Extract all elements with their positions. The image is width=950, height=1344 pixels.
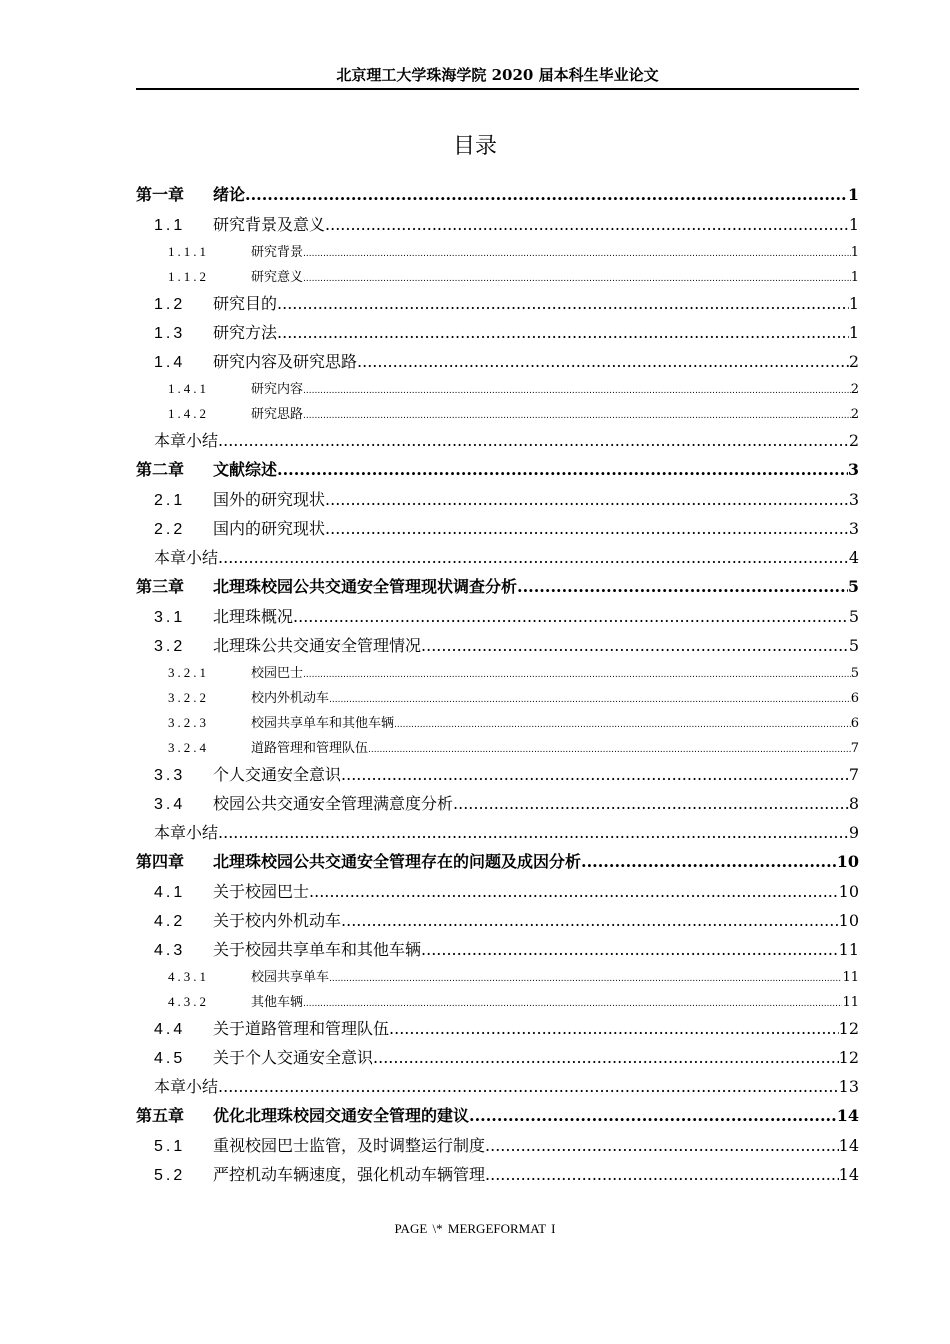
toc-dot-leader: [277, 318, 849, 347]
toc-entry-page-number: 7: [850, 741, 859, 756]
toc-entry-number: 第二章: [136, 460, 185, 479]
toc-entry-number: 3.2.4: [168, 740, 209, 755]
toc-entry-title: 文献综述: [213, 460, 278, 479]
toc-entry-number: 3.3: [154, 767, 186, 784]
toc-entry-page-number: 1: [850, 270, 859, 285]
toc-entry-page-number: 14: [836, 1106, 859, 1125]
toc-entry-title: 研究内容及研究思路: [213, 352, 358, 371]
toc-dot-leader: [325, 210, 849, 239]
toc-section-entry[interactable]: [136, 210, 859, 239]
table-of-contents: [136, 180, 859, 1189]
toc-entry-title: 严控机动车辆速度，强化机动车辆管理: [213, 1165, 486, 1184]
toc-entry-page-number: 11: [842, 995, 859, 1010]
toc-section-entry[interactable]: [136, 710, 859, 735]
toc-dot-leader: [421, 935, 839, 964]
toc-dot-leader: [341, 760, 849, 789]
toc-entry-number: 第五章: [136, 1106, 185, 1125]
toc-section-entry[interactable]: [136, 735, 859, 760]
toc-entry-page-number: 5: [848, 607, 859, 626]
toc-section-entry[interactable]: [136, 935, 859, 964]
toc-entry-number: 4.3.2: [168, 994, 209, 1009]
toc-entry-page-number: 13: [838, 1077, 859, 1096]
toc-entry-number: 4.3: [154, 942, 186, 959]
toc-entry-number: 3.2.3: [168, 715, 209, 730]
toc-entry-title: 其他车辆: [251, 995, 304, 1010]
toc-entry-title: 本章小结: [154, 548, 219, 567]
toc-dot-leader: [485, 1160, 839, 1189]
toc-chapter-entry[interactable]: [136, 455, 859, 485]
toc-entry-number: 1.3: [154, 325, 186, 342]
toc-section-entry[interactable]: [136, 964, 859, 989]
toc-dot-leader: [303, 242, 851, 267]
toc-entry-title: 校园共享单车和其他车辆: [251, 716, 395, 731]
toc-entry-page-number: 14: [838, 1136, 859, 1155]
toc-entry-page-number: 11: [838, 940, 859, 959]
toc-entry-number: 1.4.1: [168, 381, 209, 396]
toc-entry-page-number: 3: [847, 460, 859, 479]
toc-entry-page-number: 5: [848, 636, 859, 655]
toc-entry-title: 本章小结: [154, 1077, 219, 1096]
toc-entry-number: 4.3.1: [168, 969, 209, 984]
toc-entry-page-number: 1: [848, 323, 859, 342]
toc-entry-title: 优化北理珠校园交通安全管理的建议: [213, 1106, 470, 1125]
toc-dot-leader: [485, 1131, 839, 1160]
toc-entry-title: 研究目的: [213, 294, 278, 313]
toc-section-entry[interactable]: [136, 602, 859, 631]
toc-section-entry[interactable]: [136, 685, 859, 710]
toc-dot-leader: [218, 1072, 839, 1101]
toc-entry-number: 4.1: [154, 884, 186, 901]
toc-entry-page-number: 6: [850, 691, 859, 706]
toc-entry-page-number: 8: [848, 794, 859, 813]
toc-dot-leader: [218, 426, 849, 455]
toc-entry-title: 北理珠概况: [213, 607, 294, 626]
toc-dot-leader: [394, 713, 851, 738]
toc-entry-title: 关于个人交通安全意识: [213, 1048, 374, 1067]
toc-entry-title: 校园共享单车: [251, 970, 330, 985]
toc-entry-page-number: 2: [850, 382, 859, 397]
toc-entry-title: 个人交通安全意识: [213, 765, 342, 784]
toc-entry-number: 3.1: [154, 609, 186, 626]
toc-section-entry[interactable]: [136, 1014, 859, 1043]
toc-entry-number: 第一章: [136, 185, 185, 204]
toc-section-entry[interactable]: [136, 789, 859, 818]
toc-entry-number: 2.1: [154, 492, 186, 509]
toc-entry-title: 研究背景及意义: [213, 215, 326, 234]
toc-entry-number: 5.2: [154, 1167, 186, 1184]
toc-dot-leader: [245, 180, 848, 210]
toc-title: 目录: [452, 134, 497, 159]
toc-entry-page-number: 1: [848, 215, 859, 234]
toc-entry-title: 关于校园巴士: [213, 882, 310, 901]
toc-dot-leader: [303, 663, 851, 688]
toc-entry-number: 1.2: [154, 296, 186, 313]
toc-entry-title: 关于校园共享单车和其他车辆: [213, 940, 422, 959]
toc-entry-number: 3.4: [154, 796, 186, 813]
toc-entry-title: 校园公共交通安全管理满意度分析: [213, 794, 454, 813]
toc-entry-title: 研究意义: [251, 270, 304, 285]
toc-dot-leader: [421, 631, 849, 660]
toc-entry-title: 研究思路: [251, 407, 304, 422]
toc-entry-title: 关于校内外机动车: [213, 911, 342, 930]
toc-entry-number: 4.5: [154, 1050, 186, 1067]
toc-summary-entry[interactable]: [136, 426, 859, 455]
toc-entry-title: 校内外机动车: [251, 691, 330, 706]
toc-entry-number: 4.4: [154, 1021, 186, 1038]
toc-section-entry[interactable]: [136, 401, 859, 426]
toc-section-entry[interactable]: [136, 318, 859, 347]
toc-dot-leader: [357, 347, 849, 376]
toc-entry-title: 关于道路管理和管理队伍: [213, 1019, 390, 1038]
toc-entry-page-number: 2: [848, 352, 859, 371]
toc-entry-page-number: 1: [848, 294, 859, 313]
toc-chapter-entry[interactable]: [136, 847, 859, 877]
toc-entry-page-number: 2: [848, 431, 859, 450]
toc-entry-title: 本章小结: [154, 431, 219, 450]
toc-summary-entry[interactable]: [136, 818, 859, 847]
toc-entry-page-number: 3: [848, 519, 859, 538]
toc-section-entry[interactable]: [136, 289, 859, 318]
toc-chapter-entry[interactable]: [136, 1101, 859, 1131]
toc-entry-number: 1.1: [154, 217, 186, 234]
toc-entry-page-number: 5: [847, 577, 859, 596]
toc-dot-leader: [581, 847, 837, 877]
toc-section-entry[interactable]: [136, 264, 859, 289]
toc-entry-title: 本章小结: [154, 823, 219, 842]
toc-entry-page-number: 5: [850, 666, 859, 681]
toc-entry-page-number: 10: [838, 882, 859, 901]
toc-section-entry[interactable]: [136, 239, 859, 264]
toc-entry-page-number: 10: [836, 852, 859, 871]
toc-entry-page-number: 6: [850, 716, 859, 731]
toc-summary-entry[interactable]: [136, 543, 859, 572]
toc-section-entry[interactable]: [136, 1043, 859, 1072]
toc-dot-leader: [389, 1014, 839, 1043]
toc-entry-title: 研究背景: [251, 245, 304, 260]
toc-entry-page-number: 12: [838, 1019, 859, 1038]
toc-section-entry[interactable]: [136, 760, 859, 789]
toc-entry-page-number: 11: [842, 970, 859, 985]
toc-section-entry[interactable]: [136, 631, 859, 660]
toc-dot-leader: [329, 967, 842, 992]
toc-entry-title: 北理珠公共交通安全管理情况: [213, 636, 422, 655]
toc-entry-number: 3.2.1: [168, 665, 209, 680]
toc-dot-leader: [329, 688, 851, 713]
toc-dot-leader: [218, 543, 849, 572]
toc-section-entry[interactable]: [136, 1160, 859, 1189]
toc-entry-page-number: 4: [848, 548, 859, 567]
toc-entry-title: 研究内容: [251, 382, 304, 397]
toc-dot-leader: [453, 789, 849, 818]
toc-entry-title: 国外的研究现状: [213, 490, 326, 509]
toc-dot-leader: [469, 1101, 837, 1131]
toc-entry-title: 北理珠校园公共交通安全管理现状调查分析: [213, 577, 518, 596]
toc-section-entry[interactable]: [136, 660, 859, 685]
toc-entry-page-number: 1: [847, 185, 859, 204]
toc-entry-number: 1.1.2: [168, 269, 209, 284]
toc-entry-page-number: 12: [838, 1048, 859, 1067]
toc-section-entry[interactable]: [136, 376, 859, 401]
toc-dot-leader: [517, 572, 848, 602]
toc-entry-number: 3.2: [154, 638, 186, 655]
toc-entry-page-number: 10: [838, 911, 859, 930]
toc-entry-number: 第四章: [136, 852, 185, 871]
toc-entry-number: 3.2.2: [168, 690, 209, 705]
page-header: 北京理工大学珠海学院 2020 届本科生毕业论文: [136, 62, 859, 90]
toc-section-entry[interactable]: [136, 485, 859, 514]
toc-dot-leader: [325, 485, 849, 514]
toc-entry-number: 第三章: [136, 577, 185, 596]
toc-entry-title: 北理珠校园公共交通安全管理存在的问题及成因分析: [213, 852, 582, 871]
toc-dot-leader: [277, 289, 849, 318]
toc-section-entry[interactable]: [136, 989, 859, 1014]
toc-dot-leader: [218, 818, 849, 847]
toc-entry-page-number: 2: [850, 407, 859, 422]
toc-dot-leader: [303, 379, 851, 404]
toc-entry-page-number: 14: [838, 1165, 859, 1184]
toc-entry-page-number: 1: [850, 245, 859, 260]
toc-entry-page-number: 7: [848, 765, 859, 784]
toc-summary-entry[interactable]: [136, 1072, 859, 1101]
toc-section-entry[interactable]: [136, 1131, 859, 1160]
toc-entry-number: 4.2: [154, 913, 186, 930]
toc-dot-leader: [277, 455, 848, 485]
toc-dot-leader: [373, 1043, 839, 1072]
toc-entry-title: 研究方法: [213, 323, 278, 342]
toc-dot-leader: [341, 906, 839, 935]
toc-dot-leader: [293, 602, 849, 631]
toc-section-entry[interactable]: [136, 877, 859, 906]
toc-entry-number: 2.2: [154, 521, 186, 538]
toc-entry-page-number: 3: [848, 490, 859, 509]
toc-entry-number: 5.1: [154, 1138, 186, 1155]
toc-entry-number: 1.4: [154, 354, 186, 371]
toc-chapter-entry[interactable]: [136, 572, 859, 602]
toc-entry-title: 绪论: [213, 185, 246, 204]
toc-dot-leader: [325, 514, 849, 543]
toc-section-entry[interactable]: [136, 347, 859, 376]
toc-entry-title: 国内的研究现状: [213, 519, 326, 538]
toc-section-entry[interactable]: [136, 906, 859, 935]
toc-dot-leader: [309, 877, 839, 906]
toc-entry-title: 重视校园巴士监管，及时调整运行制度: [213, 1136, 486, 1155]
toc-entry-page-number: 9: [848, 823, 859, 842]
toc-entry-number: 1.1.1: [168, 244, 209, 259]
toc-entry-number: 1.4.2: [168, 406, 209, 421]
toc-entry-title: 道路管理和管理队伍: [251, 741, 369, 756]
toc-chapter-entry[interactable]: [136, 180, 859, 210]
toc-entry-title: 校园巴士: [251, 666, 304, 681]
page-footer: PAGE \* MERGEFORMAT I: [394, 1221, 556, 1236]
toc-section-entry[interactable]: [136, 514, 859, 543]
